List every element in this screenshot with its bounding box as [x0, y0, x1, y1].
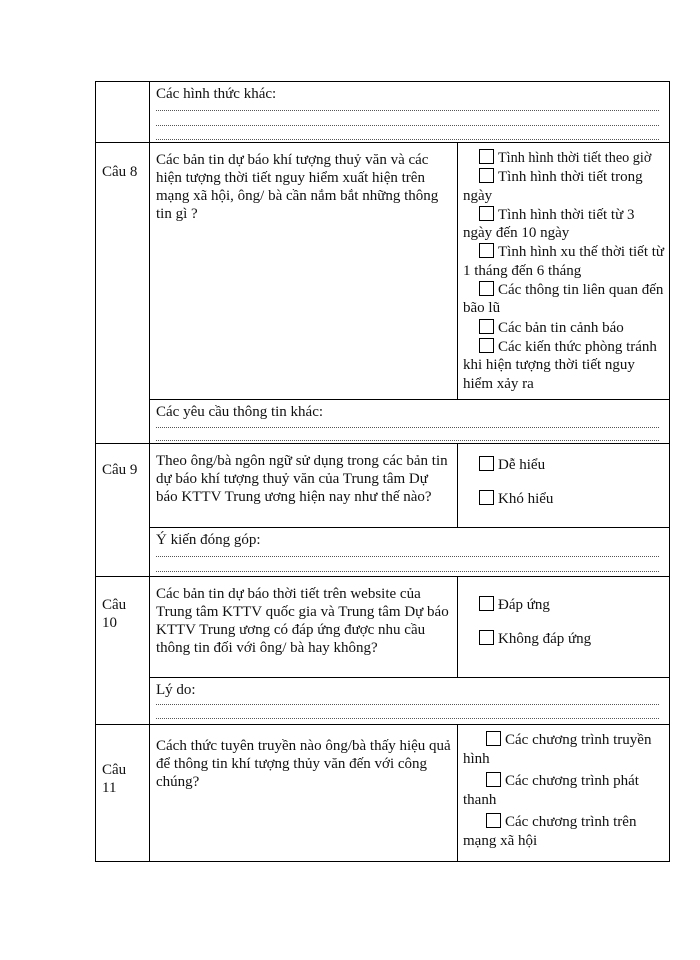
checkbox[interactable]: [479, 149, 494, 164]
question-9-main: [150, 444, 669, 528]
option-item: [463, 596, 665, 615]
option-label: Tình hình thời tiết từ 3 ngày đến 10 ngày: [463, 206, 635, 242]
option-item: [463, 813, 665, 850]
option-item: [463, 490, 665, 509]
question-10-row: [95, 577, 670, 725]
question-10-number-line2: 10: [102, 615, 117, 631]
option-item: [463, 630, 665, 649]
checkbox[interactable]: [486, 731, 501, 746]
option-label: Các bản tin cảnh báo: [498, 319, 624, 336]
answer-line[interactable]: [156, 139, 659, 140]
question-8-row: [95, 143, 670, 444]
option-item: [463, 149, 665, 167]
question-10-followup-label: Lý do:: [156, 682, 196, 698]
option-item: [463, 281, 665, 318]
question-11-number-line2: 11: [102, 780, 117, 796]
question-11-body: [150, 725, 669, 861]
question-8-body: [150, 143, 669, 443]
option-item: [463, 168, 665, 205]
question-9-body: [150, 444, 669, 576]
checkbox[interactable]: [486, 813, 501, 828]
other-forms-cell: [150, 82, 669, 142]
option-item: [463, 772, 665, 809]
option-label: Khó hiểu: [498, 490, 554, 507]
question-11-number-line1: Câu: [102, 762, 127, 778]
checkbox[interactable]: [479, 596, 494, 611]
checkbox[interactable]: [479, 281, 494, 296]
question-11-number: [96, 725, 150, 861]
option-item: [463, 456, 665, 475]
checkbox[interactable]: [479, 338, 494, 353]
question-8-main: [150, 143, 669, 400]
empty-number-cell: [96, 82, 150, 142]
question-11-options: [458, 725, 669, 862]
answer-line[interactable]: [156, 110, 659, 111]
question-10-followup: [150, 678, 669, 725]
checkbox[interactable]: [479, 490, 494, 505]
question-8-followup: [150, 400, 669, 444]
question-10-number-line1: Câu: [102, 597, 127, 613]
option-item: [463, 319, 665, 337]
question-9-followup: [150, 528, 669, 577]
option-label: Đáp ứng: [498, 597, 550, 613]
option-item: [463, 338, 665, 393]
checkbox[interactable]: [486, 772, 501, 787]
question-10-main: [150, 577, 669, 678]
question-9-followup-label: Ý kiến đóng góp:: [156, 532, 261, 548]
checkbox[interactable]: [479, 630, 494, 645]
question-9-options: [458, 444, 669, 527]
option-item: [463, 243, 665, 280]
row-other-forms: [95, 81, 670, 143]
option-label: Các thông tin liên quan đến bão lũ: [463, 282, 664, 317]
question-11-row: [95, 725, 670, 862]
checkbox[interactable]: [479, 319, 494, 334]
checkbox[interactable]: [479, 206, 494, 221]
option-label: Tình hình thời tiết trong ngày: [463, 169, 643, 204]
question-10-text: Các bản tin dự báo thời tiết trên website của Trung tâm KTTV quốc gia và Trung tâm Dự báo KTTV Trung ương có đáp ứng được nhu cầu thông tin đối với ông/ bà hay không?: [150, 577, 458, 677]
question-11-text: Cách thức tuyên truyền nào ông/bà thấy hiệu quả để thông tin khí tượng thủy văn đến với công chúng?: [150, 725, 458, 862]
answer-line[interactable]: [156, 571, 659, 572]
question-9-row: [95, 444, 670, 577]
option-label: Tình hình thời tiết theo giờ: [498, 150, 652, 166]
checkbox[interactable]: [479, 456, 494, 471]
question-11-main: [150, 725, 669, 862]
option-label: Các kiến thức phòng tránh khi hiện tượng thời tiết nguy hiểm xảy ra: [463, 338, 657, 392]
question-10-number: [96, 577, 150, 724]
answer-line[interactable]: [156, 704, 659, 705]
option-label: Không đáp ứng: [498, 630, 592, 647]
answer-line[interactable]: [156, 427, 659, 428]
question-10-options: [458, 577, 669, 677]
option-label: Các chương trình phát thanh: [463, 773, 639, 808]
question-8-options: [458, 143, 669, 399]
question-8-number: Câu 8: [96, 143, 150, 443]
option-label: Dễ hiểu: [498, 457, 546, 473]
answer-line[interactable]: [156, 125, 659, 126]
checkbox[interactable]: [479, 243, 494, 258]
answer-line[interactable]: [156, 718, 659, 719]
option-label: Các chương trình truyền hình: [463, 732, 652, 767]
question-8-followup-label: Các yêu cầu thông tin khác:: [156, 404, 324, 420]
option-label: Tình hình xu thế thời tiết từ 1 tháng đến 6 tháng: [463, 244, 665, 279]
survey-table: [95, 81, 670, 862]
question-9-number: Câu 9: [96, 444, 150, 576]
answer-line[interactable]: [156, 440, 659, 441]
question-8-text: Các bản tin dự báo khí tượng thuỷ văn và các hiện tượng thời tiết nguy hiểm xuất hiện trên mạng xã hội, ông/ bà cần nắm bắt những thông tin gì ?: [150, 143, 458, 399]
other-forms-label: Các hình thức khác:: [156, 86, 277, 102]
checkbox[interactable]: [479, 168, 494, 183]
question-10-body: [150, 577, 669, 724]
option-item: [463, 206, 665, 243]
answer-line[interactable]: [156, 556, 659, 557]
question-9-text: Theo ông/bà ngôn ngữ sử dụng trong các bản tin dự báo khí tượng thuỷ văn của Trung tâm Dự báo KTTV Trung ương hiện nay như thế nào?: [150, 444, 458, 527]
option-label: Các chương trình trên mạng xã hội: [463, 814, 637, 849]
option-item: [463, 731, 665, 768]
